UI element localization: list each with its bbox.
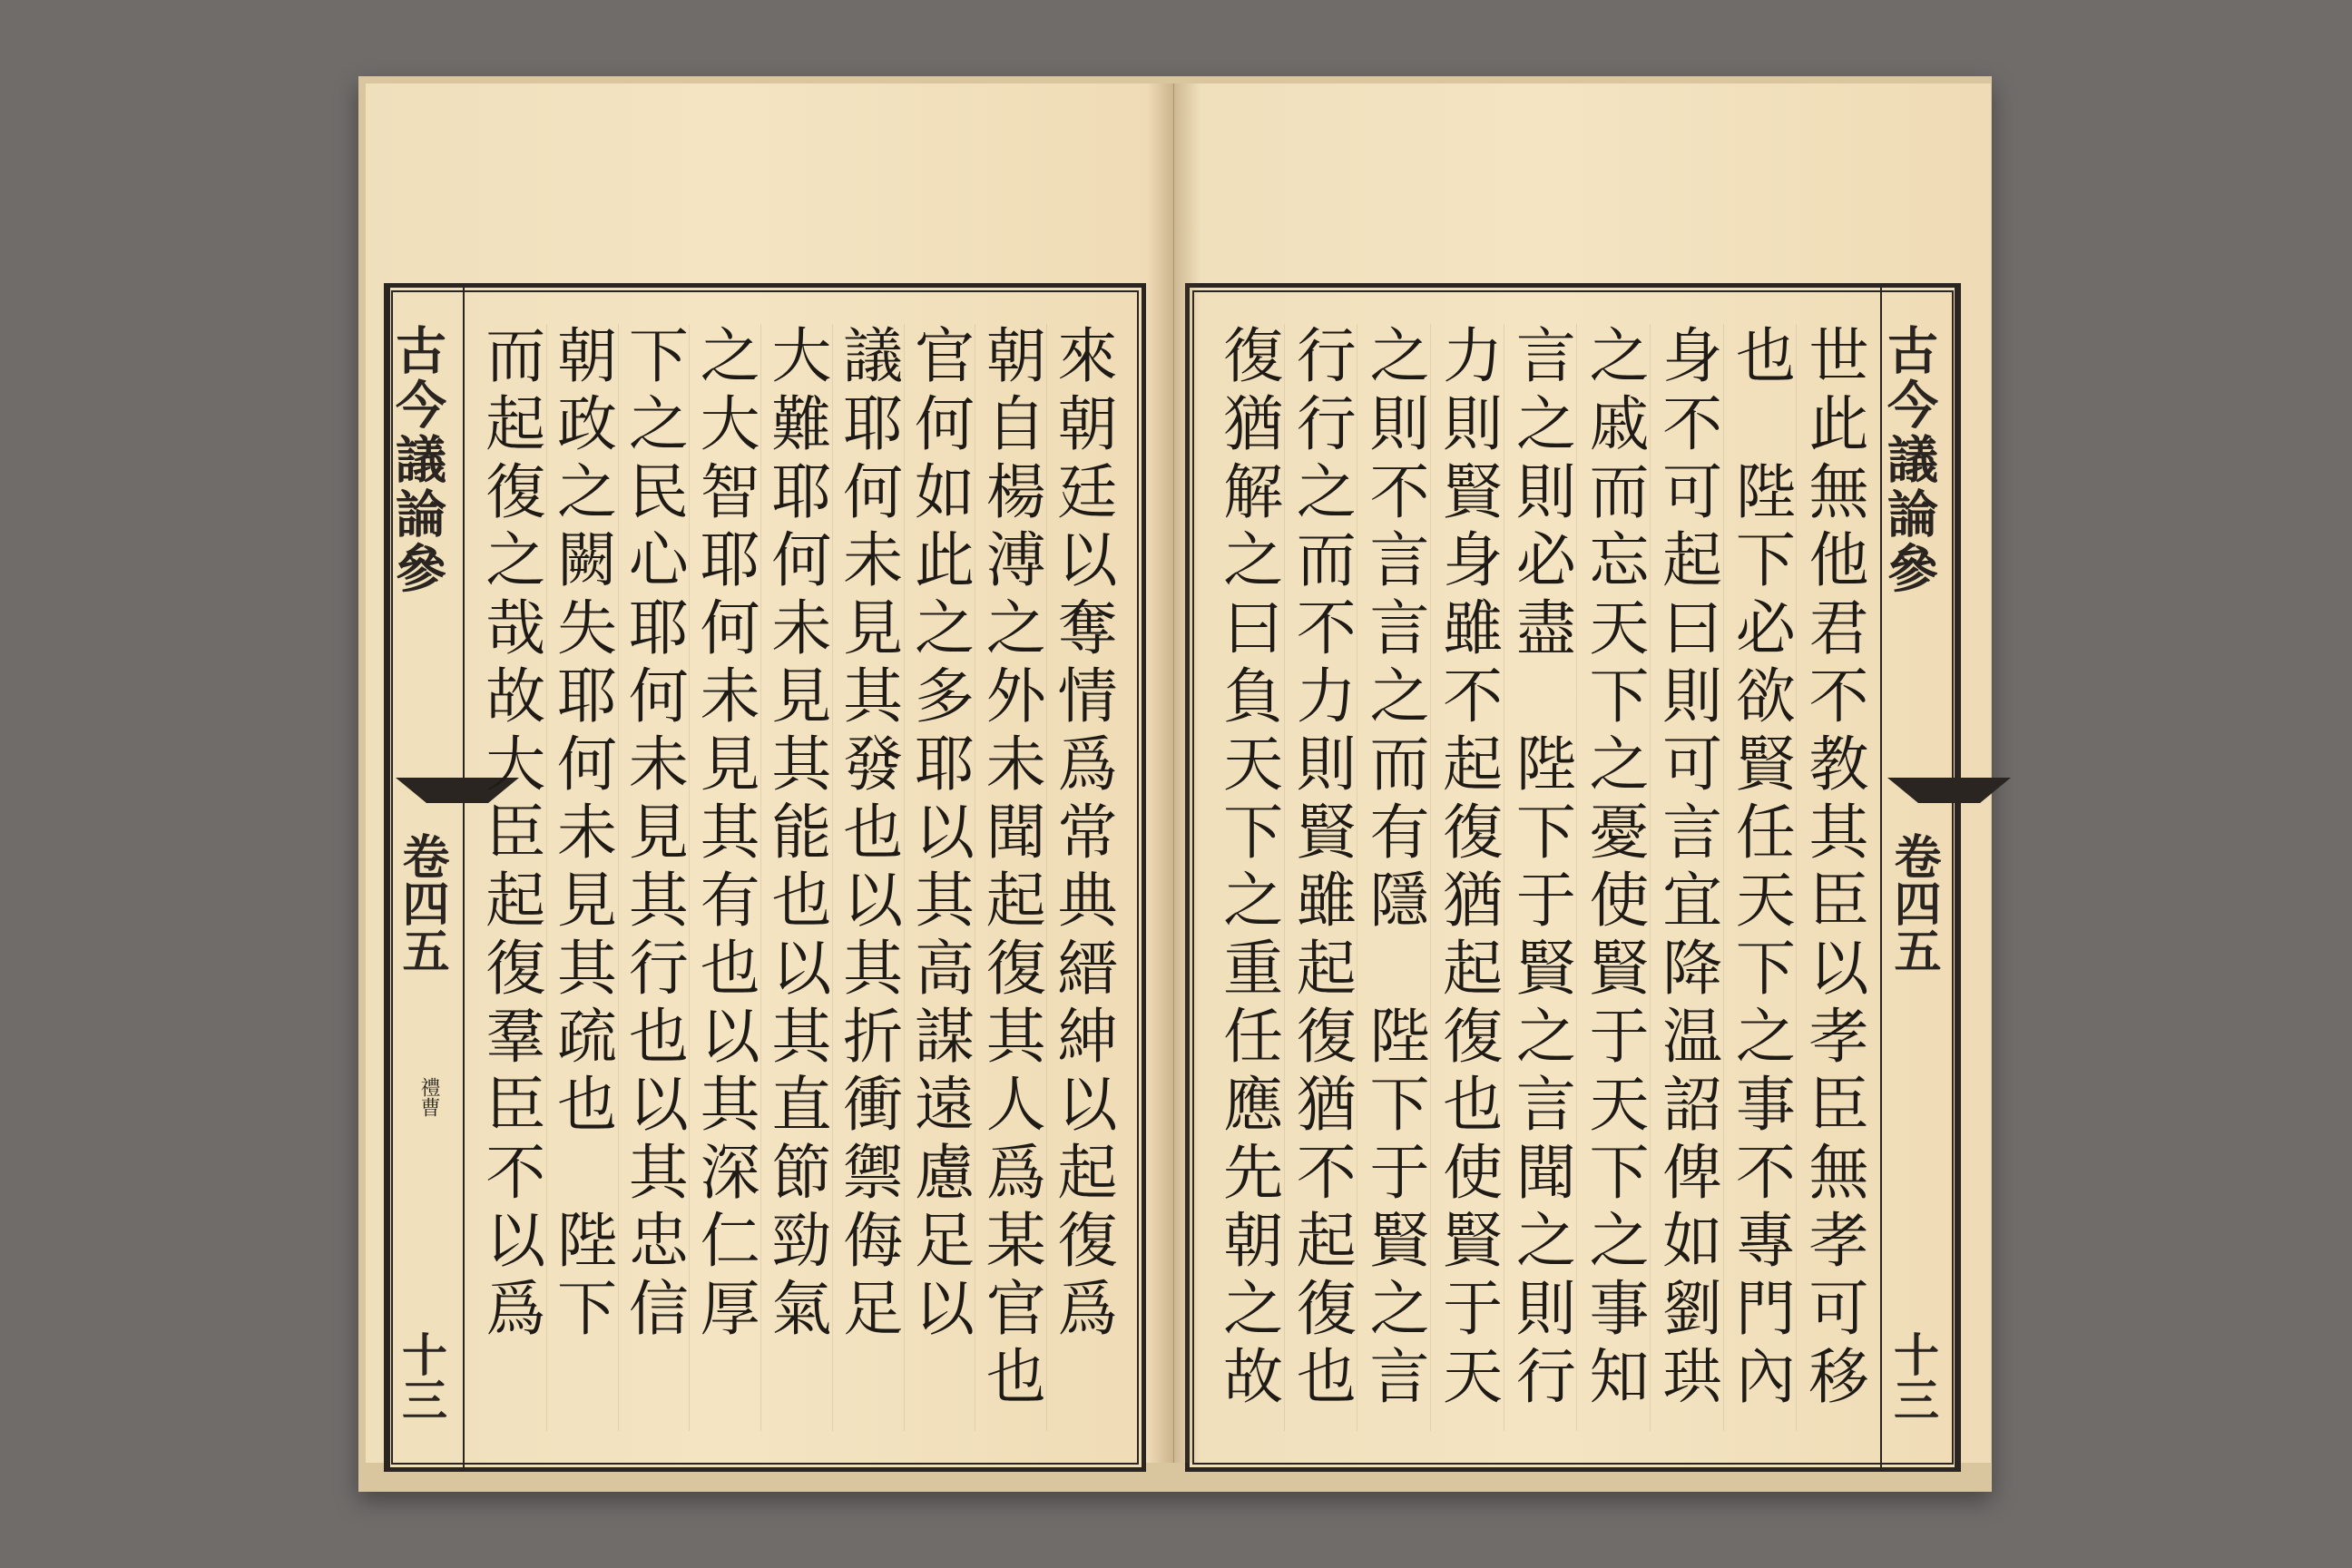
fishtail-ornament xyxy=(1887,778,2011,803)
text-column: 朝政之闕失耶何未見其疏也 陛下 xyxy=(547,324,619,1431)
left-margin-volume: 卷四五 xyxy=(394,832,449,974)
right-margin-volume: 卷四五 xyxy=(1886,832,1941,974)
left-text-columns xyxy=(475,324,1118,1431)
text-column: 言之則必盡 陛下于賢之言聞之則行 xyxy=(1504,324,1578,1431)
text-column: 而起復之哉故大臣起復羣臣不以爲 xyxy=(475,324,547,1431)
text-column: 之則不言言之而有隱 陛下于賢之言 xyxy=(1357,324,1431,1431)
left-margin-title: 古今議論參 xyxy=(387,324,447,596)
right-page xyxy=(1173,83,1991,1463)
text-column: 行行之而不力則賢雖起復猶不起復也 xyxy=(1285,324,1358,1431)
text-column: 復猶解之曰負天下之重任應先朝之故 xyxy=(1211,324,1285,1431)
left-margin-small-text: 禮曹 xyxy=(417,1077,440,1117)
open-book xyxy=(358,76,1992,1492)
text-column: 之戚而忘天下之憂使賢于天下之事知 xyxy=(1577,324,1651,1431)
right-margin-strip xyxy=(1880,288,1956,1467)
right-text-columns xyxy=(1211,324,1869,1431)
text-column: 議耶何未見其發也以其折衝禦侮足 xyxy=(833,324,905,1431)
text-column: 官何如此之多耶以其高謀遠慮足以 xyxy=(905,324,976,1431)
text-column: 下之民心耶何未見其行也以其忠信 xyxy=(619,324,691,1431)
left-text-frame xyxy=(384,283,1146,1472)
text-column: 來朝廷以奪情爲常典縉紳以起復爲 xyxy=(1047,324,1117,1345)
text-column: 力則賢身雖不起復猶起復也使賢于天 xyxy=(1431,324,1504,1431)
left-margin-strip xyxy=(388,288,465,1467)
right-text-frame xyxy=(1185,283,1961,1472)
text-column: 之大智耶何未見其有也以其深仁厚 xyxy=(690,324,761,1431)
text-column: 身不可起曰則可言宜降温詔俾如劉珙 xyxy=(1651,324,1724,1431)
text-column: 大難耶何未見其能也以其直節勁氣 xyxy=(761,324,833,1431)
left-page xyxy=(366,83,1174,1463)
text-column: 世此無他君不教其臣以孝臣無孝可移 xyxy=(1798,324,1868,1413)
right-margin-title: 古今議論參 xyxy=(1879,324,1939,596)
left-page-number: 十三 xyxy=(395,1331,448,1422)
right-page-number: 十三 xyxy=(1886,1331,1940,1422)
text-column: 朝自楊溥之外未聞起復其人爲某官也 xyxy=(975,324,1047,1431)
text-column: 也 陛下必欲賢任天下之事不專門內 xyxy=(1724,324,1798,1431)
